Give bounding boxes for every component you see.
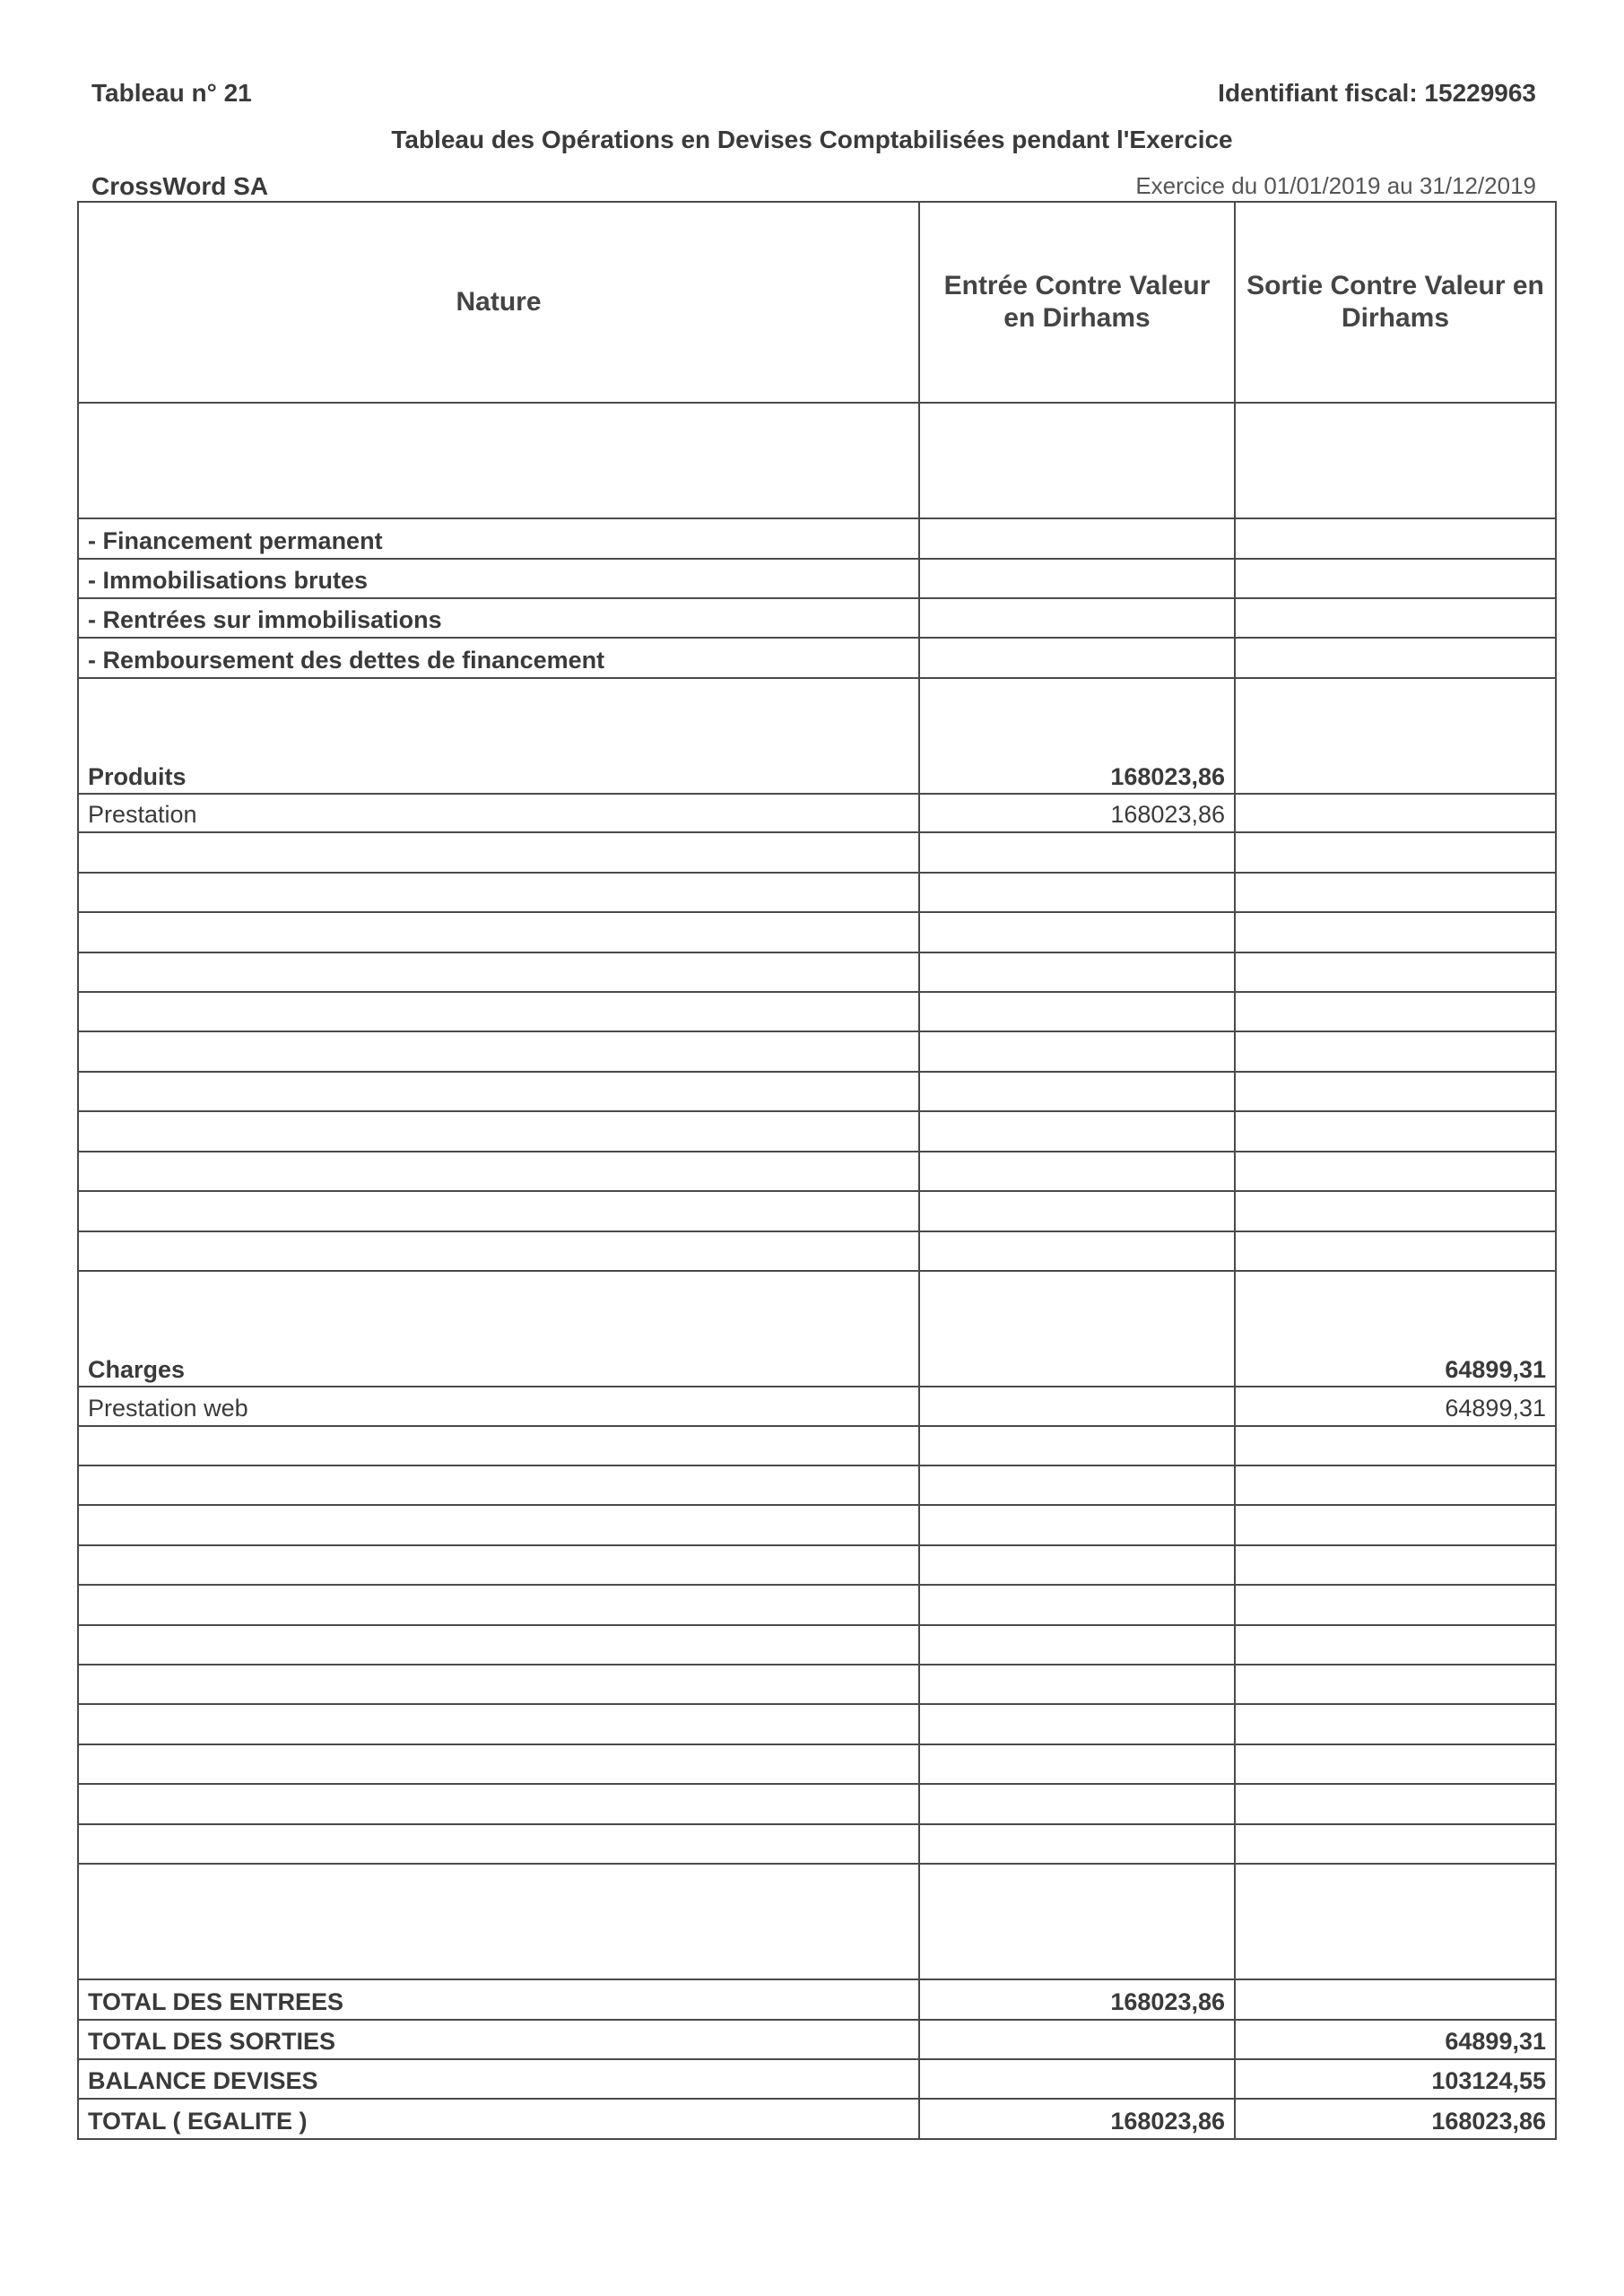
sortie-cell <box>1235 1824 1556 1864</box>
sortie-cell <box>1235 678 1556 794</box>
empty-row <box>78 1585 1556 1624</box>
nature-cell: - Rentrées sur immobilisations <box>78 598 919 638</box>
spacer-row <box>78 1864 1556 1979</box>
entree-cell <box>919 873 1235 912</box>
empty-row <box>78 992 1556 1031</box>
entree-cell <box>919 638 1235 677</box>
section-row-charges <box>78 1271 1556 1387</box>
empty-row <box>78 1704 1556 1744</box>
charge-row <box>78 1387 1556 1425</box>
entree-cell: 168023,86 <box>919 678 1235 794</box>
sortie-cell <box>1235 952 1556 992</box>
entree-cell <box>919 2020 1235 2059</box>
entree-cell <box>919 1426 1235 1465</box>
sortie-cell <box>1235 1111 1556 1151</box>
total-label: TOTAL ( EGALITE ) <box>78 2099 919 2139</box>
column-header-sortie: Sortie Contre Valeur en Dirhams <box>1235 202 1556 403</box>
nature-cell <box>78 1505 919 1544</box>
entree-cell <box>919 1191 1235 1231</box>
financement-row <box>78 559 1556 598</box>
nature-cell <box>78 1191 919 1231</box>
empty-row <box>78 1505 1556 1544</box>
entree-cell: 168023,86 <box>919 1979 1235 2019</box>
entree-cell <box>919 1031 1235 1071</box>
sortie-cell <box>1235 1665 1556 1704</box>
total-label: TOTAL DES SORTIES <box>78 2020 919 2059</box>
nature-cell <box>78 1824 919 1864</box>
entree-cell <box>919 2059 1235 2099</box>
sortie-cell <box>1235 518 1556 558</box>
entree-cell <box>919 992 1235 1031</box>
company-name: CrossWord SA <box>91 172 269 200</box>
nature-cell <box>78 1426 919 1465</box>
empty-row <box>78 1031 1556 1071</box>
entree-cell <box>919 1231 1235 1271</box>
entree-cell <box>919 1744 1235 1784</box>
entree-cell <box>919 1824 1235 1864</box>
sortie-cell <box>1235 1784 1556 1823</box>
nature-cell <box>78 1465 919 1505</box>
sortie-cell <box>1235 1545 1556 1585</box>
entree-cell <box>919 518 1235 558</box>
nature-cell: - Financement permanent <box>78 518 919 558</box>
fiscal-id: Identifiant fiscal: 15229963 <box>1218 79 1536 107</box>
sortie-cell <box>1235 1625 1556 1665</box>
sortie-cell <box>1235 992 1556 1031</box>
nature-cell <box>78 992 919 1031</box>
nature-cell: Prestation <box>78 794 919 832</box>
financement-row <box>78 518 1556 558</box>
sortie-cell <box>1235 912 1556 952</box>
sortie-cell <box>1235 1191 1556 1231</box>
total-row <box>78 1979 1556 2019</box>
empty-row <box>78 1152 1556 1191</box>
sortie-cell <box>1235 598 1556 638</box>
entree-cell <box>919 1704 1235 1744</box>
nature-cell <box>78 832 919 872</box>
entree-cell <box>919 952 1235 992</box>
spacer-row <box>78 403 1556 518</box>
total-row <box>78 2020 1556 2059</box>
financement-row <box>78 638 1556 677</box>
empty-row <box>78 1231 1556 1271</box>
table-number: Tableau n° 21 <box>91 79 252 107</box>
nature-cell <box>78 1665 919 1704</box>
nature-cell <box>78 1072 919 1111</box>
nature-cell <box>78 1744 919 1784</box>
nature-cell <box>78 1152 919 1191</box>
empty-row <box>78 912 1556 952</box>
nature-cell: - Remboursement des dettes de financement <box>78 638 919 677</box>
entree-cell <box>919 1864 1235 1979</box>
nature-cell: Prestation web <box>78 1387 919 1425</box>
sortie-cell: 64899,31 <box>1235 1271 1556 1387</box>
entree-cell <box>919 1152 1235 1191</box>
empty-row <box>78 1191 1556 1231</box>
column-header-entree: Entrée Contre Valeur en Dirhams <box>919 202 1235 403</box>
nature-cell <box>78 952 919 992</box>
empty-row <box>78 1072 1556 1111</box>
document-title: Tableau des Opérations en Devises Comptabilisées pendant l'Exercice <box>391 126 1233 153</box>
entree-cell <box>919 1505 1235 1544</box>
entree-cell <box>919 559 1235 598</box>
sortie-cell <box>1235 1465 1556 1505</box>
empty-row <box>78 1545 1556 1585</box>
sortie-cell <box>1235 1979 1556 2019</box>
currency-operations-table <box>77 201 1557 2140</box>
sortie-cell <box>1235 1031 1556 1071</box>
total-row <box>78 2099 1556 2139</box>
nature-cell <box>78 1585 919 1624</box>
entree-cell <box>919 1784 1235 1823</box>
total-label: TOTAL DES ENTREES <box>78 1979 919 2019</box>
section-label: Produits <box>78 678 919 794</box>
financement-row <box>78 598 1556 638</box>
entree-cell <box>919 1271 1235 1387</box>
table-header-row <box>78 202 1556 403</box>
empty-row <box>78 1426 1556 1465</box>
entree-cell: 168023,86 <box>919 794 1235 832</box>
sortie-cell <box>1235 1585 1556 1624</box>
nature-cell: - Immobilisations brutes <box>78 559 919 598</box>
sortie-cell <box>1235 1426 1556 1465</box>
sortie-cell <box>1235 794 1556 832</box>
nature-cell <box>78 1864 919 1979</box>
empty-row <box>78 1111 1556 1151</box>
entree-cell <box>919 1072 1235 1111</box>
entree-cell <box>919 912 1235 952</box>
entree-cell <box>919 832 1235 872</box>
column-header-nature: Nature <box>78 202 919 403</box>
sortie-cell: 168023,86 <box>1235 2099 1556 2139</box>
nature-cell <box>78 1704 919 1744</box>
total-row <box>78 2059 1556 2099</box>
nature-cell <box>78 1545 919 1585</box>
sortie-cell <box>1235 1152 1556 1191</box>
empty-row <box>78 1665 1556 1704</box>
fiscal-period: Exercice du 01/01/2019 au 31/12/2019 <box>1135 172 1536 199</box>
entree-cell <box>919 403 1235 518</box>
sortie-cell: 64899,31 <box>1235 1387 1556 1425</box>
sortie-cell <box>1235 403 1556 518</box>
empty-row <box>78 873 1556 912</box>
nature-cell <box>78 403 919 518</box>
sortie-cell: 103124,55 <box>1235 2059 1556 2099</box>
produit-row <box>78 794 1556 832</box>
empty-row <box>78 832 1556 872</box>
entree-cell <box>919 1465 1235 1505</box>
sortie-cell <box>1235 1864 1556 1979</box>
sortie-cell <box>1235 1505 1556 1544</box>
empty-row <box>78 1744 1556 1784</box>
sortie-cell <box>1235 832 1556 872</box>
total-label: BALANCE DEVISES <box>78 2059 919 2099</box>
nature-cell <box>78 1231 919 1271</box>
sortie-cell <box>1235 1744 1556 1784</box>
sortie-cell <box>1235 1231 1556 1271</box>
sortie-cell: 64899,31 <box>1235 2020 1556 2059</box>
nature-cell <box>78 912 919 952</box>
sortie-cell <box>1235 638 1556 677</box>
entree-cell <box>919 1111 1235 1151</box>
entree-cell <box>919 1387 1235 1425</box>
nature-cell <box>78 1784 919 1823</box>
nature-cell <box>78 873 919 912</box>
section-row-produits <box>78 678 1556 794</box>
entree-cell <box>919 1585 1235 1624</box>
empty-row <box>78 1824 1556 1864</box>
entree-cell <box>919 1665 1235 1704</box>
nature-cell <box>78 1625 919 1665</box>
empty-row <box>78 1625 1556 1665</box>
entree-cell <box>919 598 1235 638</box>
nature-cell <box>78 1111 919 1151</box>
sortie-cell <box>1235 1072 1556 1111</box>
sortie-cell <box>1235 1704 1556 1744</box>
nature-cell <box>78 1031 919 1071</box>
empty-row <box>78 1784 1556 1823</box>
section-label: Charges <box>78 1271 919 1387</box>
entree-cell <box>919 1625 1235 1665</box>
sortie-cell <box>1235 559 1556 598</box>
entree-cell: 168023,86 <box>919 2099 1235 2139</box>
entree-cell <box>919 1545 1235 1585</box>
sortie-cell <box>1235 873 1556 912</box>
empty-row <box>78 952 1556 992</box>
empty-row <box>78 1465 1556 1505</box>
